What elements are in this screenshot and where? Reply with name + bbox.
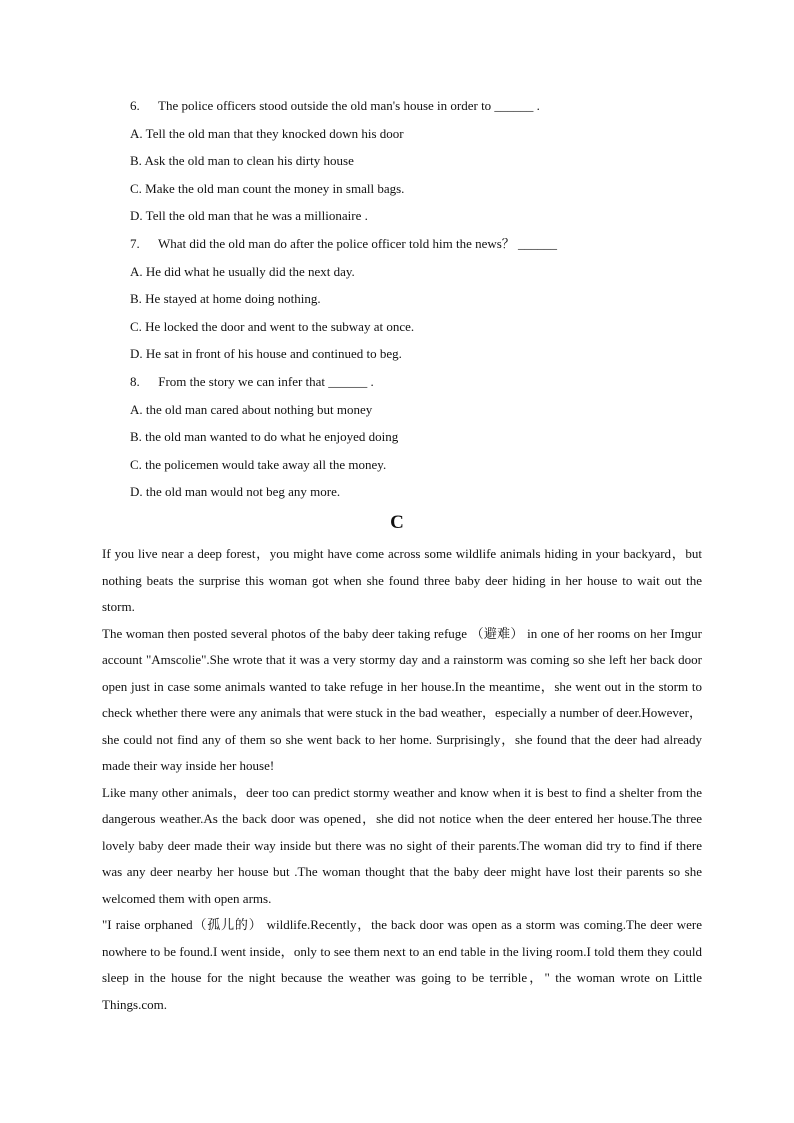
option-letter: D. (130, 346, 143, 362)
option-letter: B. (130, 291, 142, 307)
question-8-stem (130, 370, 730, 398)
question-7-option-a (130, 260, 730, 288)
question-8-option-a (130, 398, 730, 426)
option-text: Tell the old man that he was a millionaire . (145, 208, 368, 224)
question-8-option-b (130, 425, 730, 453)
option-text: He sat in front of his house and continued to beg. (145, 346, 402, 362)
question-6-option-a (130, 122, 730, 150)
option-letter: B. (130, 153, 142, 169)
option-text: the old man would not beg any more. (145, 484, 341, 500)
option-text: the old man wanted to do what he enjoyed doing (145, 429, 399, 445)
question-7-stem (130, 232, 730, 260)
option-text: the old man cared about nothing but money (145, 401, 373, 417)
option-text: He locked the door and went to the subway at once. (145, 318, 415, 334)
option-text: Tell the old man that they knocked down his door (145, 125, 404, 141)
question-7-option-d (130, 342, 730, 370)
question-number: 6. (130, 98, 140, 113)
question-6-option-c (130, 177, 730, 205)
option-letter: C. (130, 318, 142, 334)
passage-paragraph-4: "I raise orphaned（孤儿的） wildlife.Recently，the back door was open as a storm was coming.The deer were nowhere to be found.I went inside，only to see them next to an end table in the living room.I told them they could sleep in the house for the night because the weather was going to be terrible，" the woman wrote on Little Things.com. (102, 917, 702, 1012)
option-letter: A. (130, 401, 143, 417)
option-letter: D. (130, 484, 143, 500)
question-6-stem (130, 94, 730, 122)
option-text: Make the old man count the money in small bags. (145, 180, 405, 196)
question-list (130, 94, 730, 508)
passage-paragraph-1: If you live near a deep forest，you might have come across some wildlife animals hiding in your backyard，but nothing beats the surprise this woman got when she found three baby deer hiding in her house to wait out the storm. (102, 546, 702, 614)
option-letter: B. (130, 429, 142, 445)
option-letter: A. (130, 125, 143, 141)
question-6-option-d (130, 204, 730, 232)
question-6-option-b (130, 149, 730, 177)
option-letter: D. (130, 208, 143, 224)
option-text: He did what he usually did the next day. (145, 263, 355, 279)
question-8-option-c (130, 453, 730, 481)
option-letter: C. (130, 180, 142, 196)
question-number: 7. (130, 235, 140, 251)
option-text: He stayed at home doing nothing. (145, 291, 321, 307)
question-8-option-d (130, 480, 730, 508)
passage-paragraph-2: The woman then posted several photos of the baby deer taking refuge （避难） in one of her rooms on her Imgur account "Amscolie".She wrote that it was a very stormy day and a rainstorm was coming so she left her back door open just in case some animals wanted to take refuge in her house.In the meantime，she went out in the storm to check whether there were any animals that were stuck in the bad weather，especially a number of deer.However，she could not find any of them so she went back to her home. Surprisingly，she found that the deer had already made their way inside her house! (102, 625, 702, 773)
question-number: 8. (130, 373, 140, 389)
question-text: From the story we can infer that ______ . (158, 373, 374, 389)
option-letter: C. (130, 456, 142, 472)
reading-passage (102, 541, 702, 1018)
option-letter: A. (130, 263, 143, 279)
section-title: C (390, 512, 404, 533)
question-text: The police officers stood outside the old man's house in order to ______ . (158, 98, 540, 113)
question-7-option-c (130, 315, 730, 343)
question-text: What did the old man do after the police officer told him the news？ ______ (158, 235, 558, 251)
option-text: Ask the old man to clean his dirty house (144, 153, 354, 169)
option-text: the policemen would take away all the money. (145, 456, 387, 472)
passage-paragraph-3: Like many other animals，deer too can predict stormy weather and know when it is best to find a shelter from the dangerous weather.As the back door was opened，she did not notice when the deer entered her house.The three lovely baby deer made their way inside but there was no sight of their parents.The woman did try to find if there was any deer nearby her house but .The woman thought that the baby deer might have lost their parents so she welcomed them with open arms. (102, 784, 702, 906)
question-7-option-b (130, 287, 730, 315)
